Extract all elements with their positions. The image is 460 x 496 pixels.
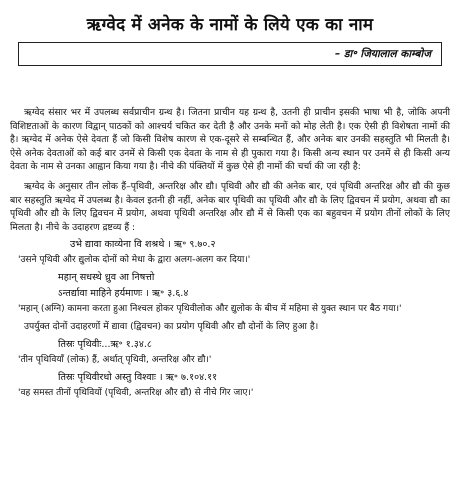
verse-1: उभे द्यावा काव्येना वि शश्रथे । ऋ॰ ९.७०.२ xyxy=(70,239,216,251)
paragraph-intro: ऋग्वेद संसार भर में उपलब्ध सर्वप्राचीन ग्रन्थ है। जितना प्राचीन यह ग्रन्थ है, उतनी ही प्राचीन इसकी भाषा भी है, जोकि अपनी विशिष्टताओं के कारण विद्वान् पाठकों को आश्चर्य चकित कर देती है और उनके मनों को मोह लेती है। एक ऐसी ही विशेषता नामों की है। ऋग्वेद में अनेक ऐसे देवता हैं जो किसी विशेष कारण से एक-दूसरे से सम्बन्धित हैं, और अनेक बार उनकी सहस्तुति भी मिलती है। ऐसे अनेक देवताओं को कई बार उनमें से किसी एक देवता के नाम से ही पुकारा गया है। किसी अन्य स्थान पर उनमें से ही किसी अन्य देवता के नाम से उनका आह्वान किया गया है। नीचे की पंक्तियों में कुछ ऐसे ही नामों की चर्चा की जा रही है: xyxy=(10,107,450,173)
article-title: ऋग्वेद में अनेक के नामों के लिये एक का नाम xyxy=(86,15,374,35)
translation-1: 'उसने पृथिवी और द्युलोक दोनों को मेधा के द्वारा अलग-अलग कर दिया।' xyxy=(18,255,251,266)
verse-4: तिस्रः पृथिवीरधो अस्तु विश्वाः । ऋ॰ ७.१०४.११ xyxy=(58,371,218,383)
translation-4: 'वह समस्त तीनों पृथिवियों (पृथिवी, अन्तरिक्ष और द्यौ) से नीचे गिर जाए।' xyxy=(18,387,254,398)
paragraph-three-worlds: ऋग्वेद के अनुसार तीन लोक हैं–पृथिवी, अन्तरिक्ष और द्यौ। पृथिवी और द्यौ की अनेक बार, एवं पृथिवी अन्तरिक्ष और द्यौ की कुछ बार सहस्तुति ऋग्वेद में उपलब्ध है। केवल इतनी ही नहीं, अनेक बार पृथिवी का पृथिवी और द्यौ के लिए द्विवचन में प्रयोग, अथवा द्यौ का पृथिवी और द्यौ के लिए द्विवचन में प्रयोग, अथवा पृथिवी अन्तरिक्ष और द्यौ में से किसी एक का बहुवचन में प्रयोग तीनों लोकों के लिए मिलता है। नीचे के उदाहरण द्रष्टव्य हैं : xyxy=(10,180,450,233)
verse-2b: ऽन्तर्द्यावा माहिने हर्यमाणः । ऋ॰ ३.६.४ xyxy=(58,288,189,300)
translation-3: 'तीन पृथिवियाँ (लोक) हैं, अर्थात् पृथिवी, अन्तरिक्ष और द्यौ।' xyxy=(18,354,212,365)
translation-2: 'महान् (अग्नि) कामना करता हुआ निश्चल होकर पृथिवीलोक और द्युलोक के बीच में महिमा से युक्त स्थान पर बैठ गया।' xyxy=(18,304,402,315)
author-bar xyxy=(18,42,442,66)
verse-2a: महान् सधस्थे ध्रुव आ निषत्तो xyxy=(58,272,155,284)
verse-3: तिस्रः पृथिवीः...ऋ॰ १.३४.८ xyxy=(58,338,152,350)
paragraph-dyava: उपर्युक्त दोनों उदाहरणों में द्यावा (द्विवचन) का प्रयोग पृथिवी और द्यौ दोनों के लिए हुआ है। xyxy=(24,321,319,333)
author-name: – डा॰ जियालाल काम्बोज xyxy=(334,48,431,60)
